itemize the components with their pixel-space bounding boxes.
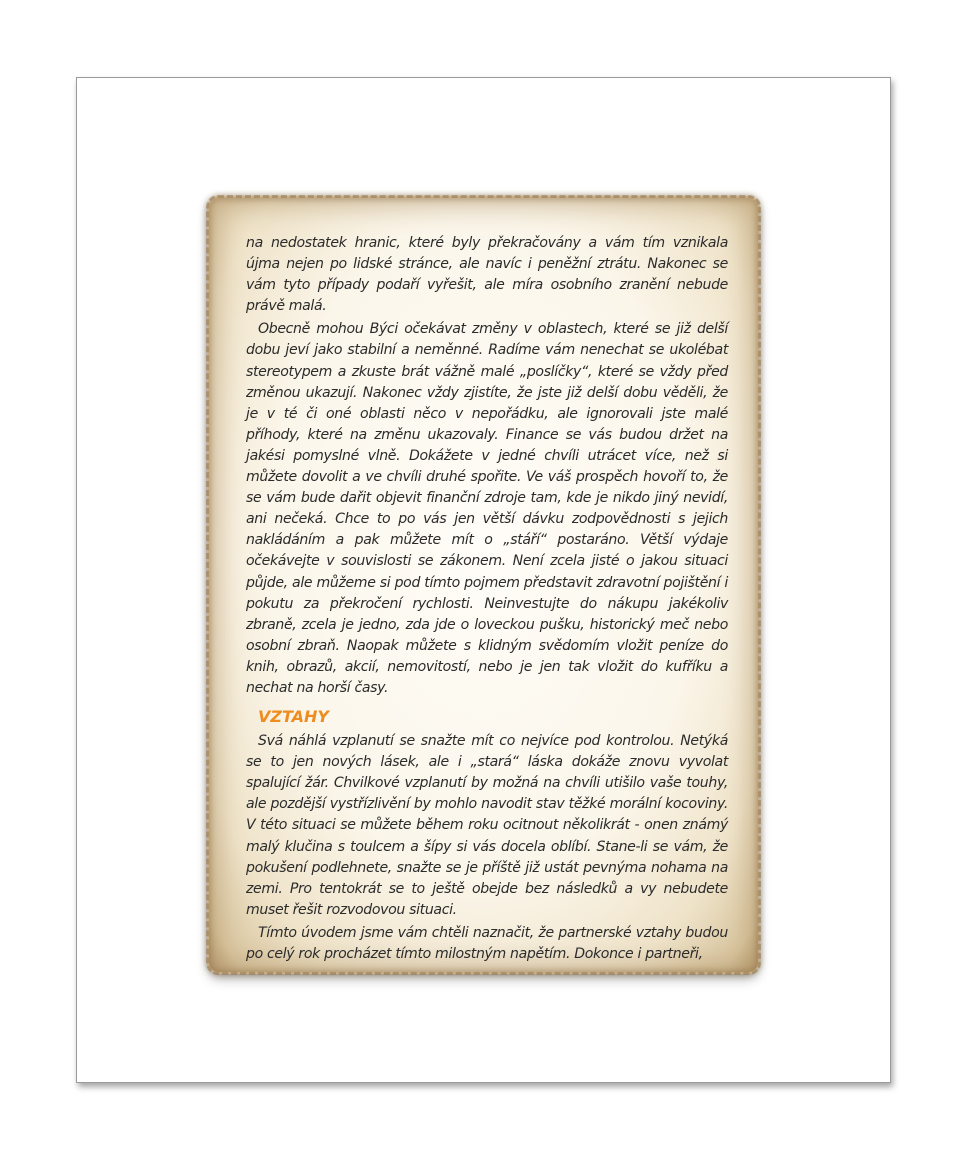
paragraph-partners: Tímto úvodem jsme vám chtěli naznačit, že partnerské vztahy budou po celý rok procházet tímto milostným napětím. Dokonce i partneři, [246,924,728,962]
section-heading-vztahy: VZTAHY [258,707,330,727]
paragraph-changes-finances: Obecně mohou Býci očekávat změny v oblastech, které se již delší dobu jeví jako stabilní a neměnné. Radíme vám nenechat se ukolébat stereotypem a zkuste brát vážně malé „poslíčky“, které se vždy před změnou ukazují. Nakonec vždy zjistíte, že jste již delší dobu věděli, že je v té či oné oblasti něco v nepořádku, ale ignorovali jste malé příhody, které na změnu ukazovaly. Finance se vás budou držet na jakési pomyslné vlně. Dokážete v jedné chvíli utrácet více, než si můžete dovolit a ve chvíli druhé spořite. Ve váš prospěch hovoří to, že se vám bude dařit objevit finanční zdroje tam, kde je nikdo jiný nevidí, ani nečeká. Chce to po vás jen větší dávku zodpovědnosti s jejich nakládáním a pak můžete mít o „stáří“ postaráno. Větší výdaje očekávejte v souvislosti se zákonem. Není zcela jisté o jakou situaci půjde, ale můžeme si pod tímto pojmem představit zdravotní pojištění i pokutu za překročení rychlosti. Neinvestujte do nákupu jakékoliv zbraně, zcela je jedno, zda jde o loveckou pušku, historický meč nebo osobní zbraň. Naopak můžete s klidným svědomím vložit peníze do knih, obrazů, akcií, nemovitostí, nebo je jen tak vložit do kufříku a nechat na horší časy. [246,321,728,696]
article-body [246,233,728,967]
paragraph-relationships: Svá náhlá vzplanutí se snažte mít co nejvíce pod kontrolou. Netýká se to jen nových lásek, ale i „stará“ láska dokáže znovu vyvolat spalující žár. Chvilkové vzplanutí by možná na chvíli utišilo vaše touhy, ale pozdější vystřízlivění by mohlo navodit stav těžké morální kocoviny. V této situaci se můžete během roku ocitnout několikrát - onen známý malý klučina s toulcem a šípy si vás docela oblíbí. Stane-li se vám, že pokušení podlehnete, snažte se je příště již ustát pevnýma nohama na zemi. Pro tentokrát se to ještě obejde bez následků a vy nebudete muset řešit rozvodovou situaci. [246,733,728,918]
paragraph-intro: na nedostatek hranic, které byly překračovány a vám tím vznikala újma nejen po lidské stránce, ale navíc i peněžní ztrátu. Nakonec se vám tyto případy podaří vyřešit, ale míra osobního zranění nebude právě malá. [246,235,728,315]
